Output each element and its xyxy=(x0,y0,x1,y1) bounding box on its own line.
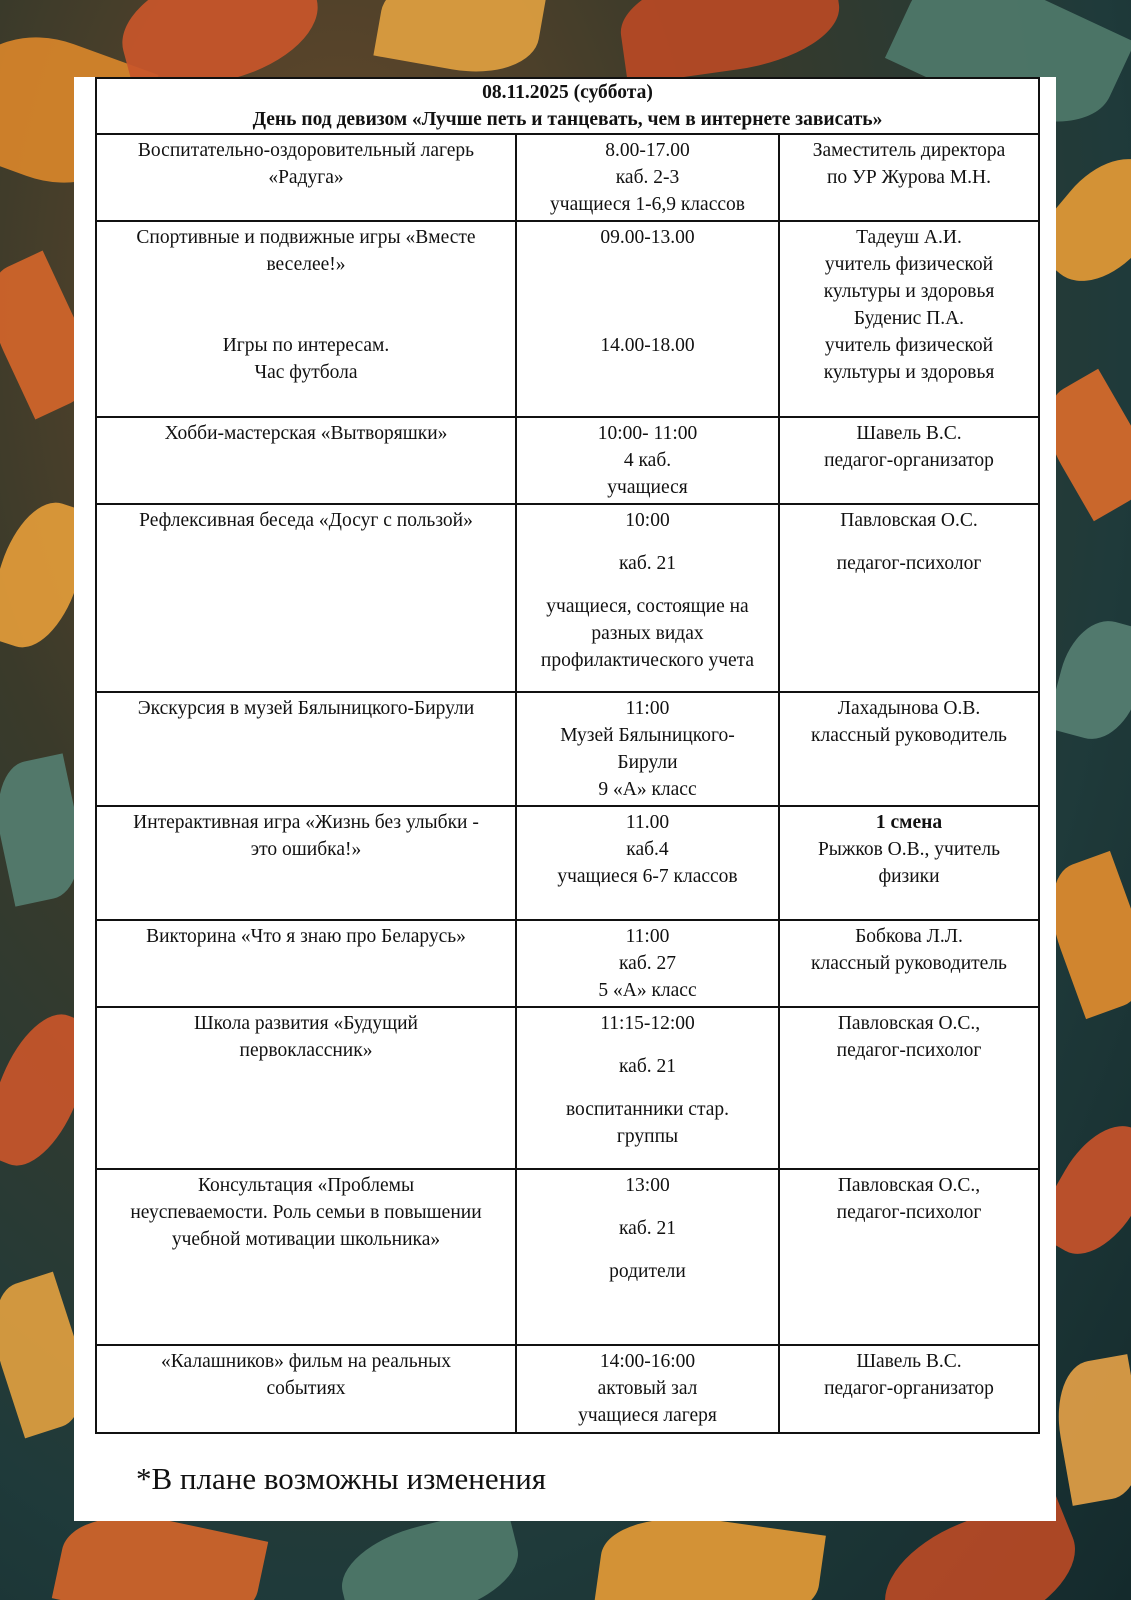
header-date: 08.11.2025 (суббота) xyxy=(482,82,653,103)
table-row xyxy=(96,417,1039,504)
event-cell: Интерактивная игра «Жизнь без улыбки - это ошибка!» xyxy=(96,806,516,920)
schedule-table xyxy=(95,77,1040,1434)
time-cell: 10:00- 11:00 4 каб. учащиеся xyxy=(516,417,779,504)
time-cell: 13:00 каб. 21 родители xyxy=(516,1169,779,1345)
table-row xyxy=(96,920,1039,1007)
header-motto: День под девизом «Лучше петь и танцевать, чем в интернете зависать» xyxy=(252,109,883,130)
table-row xyxy=(96,221,1039,417)
shift-label: 1 смена xyxy=(875,812,943,833)
table-row xyxy=(96,1007,1039,1169)
table-header-row xyxy=(96,78,1039,134)
time-cell: 11:00 Музей Бялыницкого- Бирули 9 «А» класс xyxy=(516,692,779,806)
event-cell: Рефлексивная беседа «Досуг с пользой» xyxy=(96,504,516,692)
time-cell: 11:15-12:00 каб. 21 воспитанники стар. группы xyxy=(516,1007,779,1169)
time-cell: 8.00-17.00 каб. 2-3 учащиеся 1-6,9 классов xyxy=(516,134,779,221)
table-row xyxy=(96,134,1039,221)
responsible-cell: Павловская О.С., педагог-психолог xyxy=(779,1007,1039,1169)
event-cell: Хобби-мастерская «Вытворяшки» xyxy=(96,417,516,504)
responsible-cell: Шавель В.С. педагог-организатор xyxy=(779,417,1039,504)
event-cell: Школа развития «Будущий первоклассник» xyxy=(96,1007,516,1169)
responsible-cell: Лахадынова О.В. классный руководитель xyxy=(779,692,1039,806)
time-cell: 10:00 каб. 21 учащиеся, состоящие на разных видах профилактического учета xyxy=(516,504,779,692)
event-cell: Воспитательно-оздоровительный лагерь «Радуга» xyxy=(96,134,516,221)
responsible-cell: Тадеуш А.И. учитель физической культуры и здоровья Буденис П.А. учитель физической культуры и здоровья xyxy=(779,221,1039,417)
time-cell: 14:00-16:00 актовый зал учащиеся лагеря xyxy=(516,1345,779,1433)
table-row xyxy=(96,1345,1039,1433)
table-row xyxy=(96,504,1039,692)
responsible-cell: Бобкова Л.Л. классный руководитель xyxy=(779,920,1039,1007)
time-cell: 11.00 каб.4 учащиеся 6-7 классов xyxy=(516,806,779,920)
table-row xyxy=(96,806,1039,920)
time-cell: 11:00 каб. 27 5 «А» класс xyxy=(516,920,779,1007)
table-row xyxy=(96,692,1039,806)
responsible-cell: Павловская О.С. педагог-психолог xyxy=(779,504,1039,692)
responsible-cell: Шавель В.С. педагог-организатор xyxy=(779,1345,1039,1433)
event-cell: «Калашников» фильм на реальных событиях xyxy=(96,1345,516,1433)
event-cell: Викторина «Что я знаю про Беларусь» xyxy=(96,920,516,1007)
responsible-cell: Павловская О.С., педагог-психолог xyxy=(779,1169,1039,1345)
event-cell: Консультация «Проблемы неуспеваемости. Роль семьи в повышении учебной мотивации школьника» xyxy=(96,1169,516,1345)
schedule-sheet xyxy=(74,77,1056,1521)
changes-note: *В плане возможны изменения xyxy=(136,1461,547,1496)
responsible-cell: 1 смена Рыжков О.В., учитель физики xyxy=(779,806,1039,920)
event-cell: Спортивные и подвижные игры «Вместе веселее!» Игры по интересам. Час футбола xyxy=(96,221,516,417)
event-cell: Экскурсия в музей Бялыницкого-Бирули xyxy=(96,692,516,806)
table-row xyxy=(96,1169,1039,1345)
responsible-cell: Заместитель директора по УР Журова М.Н. xyxy=(779,134,1039,221)
time-cell: 09.00-13.00 14.00-18.00 xyxy=(516,221,779,417)
